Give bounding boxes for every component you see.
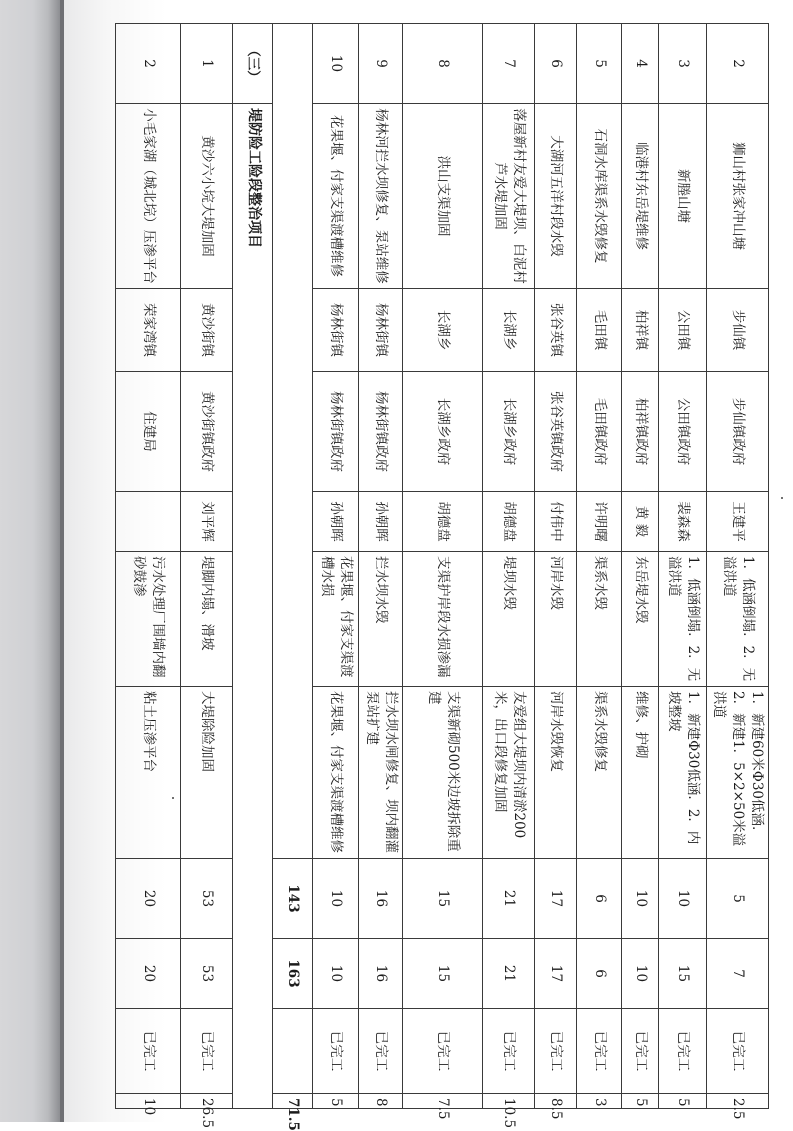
cell-progress: 已完工	[181, 1009, 233, 1094]
cell-completed: 10	[313, 939, 359, 1009]
cell-project: 新塍山塘	[659, 104, 707, 289]
cell-issue: 堤脚内塌、滑坡	[181, 552, 233, 687]
cell-measure: 1．新建60米Φ30低涵．2．新建1．5×2×50米溢洪道	[707, 687, 769, 859]
table-row	[622, 24, 659, 1109]
table-row	[313, 24, 359, 1109]
cell-measure: 河岸水毁恢复	[535, 687, 577, 859]
cell-measure: 花果堰、付家支渠渡槽维修	[313, 687, 359, 859]
cell-investment: 5	[707, 859, 769, 939]
cell-person: 孙朝晖	[359, 492, 403, 552]
scan-speck	[781, 497, 783, 499]
cell-town: 荣家湾镇	[116, 289, 181, 372]
cell-progress: 已完工	[577, 1009, 622, 1094]
cell-note: 8	[359, 1094, 403, 1109]
cell-note: 5	[659, 1094, 707, 1109]
table-row	[577, 24, 622, 1109]
cell-town: 长湖乡	[483, 289, 535, 372]
cell-project: 大湖河五洋村段水毁	[535, 104, 577, 289]
cell-owner: 长湖乡政府	[403, 372, 483, 492]
cell-completed: 21	[483, 939, 535, 1009]
cell-issue: 东岳堤水毁	[622, 552, 659, 687]
cell-town: 柏祥镇	[622, 289, 659, 372]
cell-measure: 大堤除险加固	[181, 687, 233, 859]
cell-project: 石洞水库渠系水毁修复	[577, 104, 622, 289]
cell-project: 黄沙六小垸大堤加固	[181, 104, 233, 289]
cell-no: 6	[535, 24, 577, 104]
cell-note: 5	[622, 1094, 659, 1109]
cell-person: 付伟中	[535, 492, 577, 552]
cell-completed: 15	[659, 939, 707, 1009]
cell-owner: 住建局	[116, 372, 181, 492]
cell-issue: 拦水坝水毁	[359, 552, 403, 687]
cell-no: 1	[181, 24, 233, 104]
book-edge-shadow	[0, 0, 60, 1122]
cell-note	[181, 1094, 233, 1109]
cell-investment: 6	[577, 859, 622, 939]
cell-person: 胡德盘	[483, 492, 535, 552]
cell-person: 许明曙	[577, 492, 622, 552]
table-row	[659, 24, 707, 1109]
cell-progress: 已完工	[403, 1009, 483, 1094]
cell-investment: 10	[622, 859, 659, 939]
table-row	[535, 24, 577, 1109]
cell-completed: 17	[535, 939, 577, 1009]
cell-town: 杨林街镇	[313, 289, 359, 372]
cell-no: 2	[116, 24, 181, 104]
cell-town: 毛田镇	[577, 289, 622, 372]
cell-completed: 6	[577, 939, 622, 1009]
cell-project: 花果堰、付家支渠渡槽维修	[313, 104, 359, 289]
cell-progress: 已完工	[622, 1009, 659, 1094]
cell-investment: 10	[659, 859, 707, 939]
cell-issue: 1．低涵倒塌．2．无溢洪道	[707, 552, 769, 687]
cell-project: 洪山支渠加固	[403, 104, 483, 289]
cell-owner: 毛田镇政府	[577, 372, 622, 492]
cell-town: 黄沙街镇	[181, 289, 233, 372]
cell-investment: 20	[116, 859, 181, 939]
cell-issue: 1．低涵倒塌．2．无溢洪道	[659, 552, 707, 687]
cell-owner: 柏祥镇政府	[622, 372, 659, 492]
cell-owner: 步仙镇政府	[707, 372, 769, 492]
cell-measure: 维修、护砌	[622, 687, 659, 859]
subtotal-blank	[273, 24, 313, 859]
cell-note: 2.5	[707, 1094, 769, 1109]
cell-project: 杨林河拦水坝修复、泵站维修	[359, 104, 403, 289]
cell-note: 5	[313, 1094, 359, 1109]
section-label: （三）	[233, 24, 273, 104]
cell-measure: 粘土压渗平台	[116, 687, 181, 859]
cell-no: 5	[577, 24, 622, 104]
cell-no: 2	[707, 24, 769, 104]
cell-investment: 17	[535, 859, 577, 939]
cell-completed: 7	[707, 939, 769, 1009]
cell-person: 王建平	[707, 492, 769, 552]
subtotal-row	[273, 24, 313, 1109]
cell-issue: 河岸水毁	[535, 552, 577, 687]
cell-person	[116, 492, 181, 552]
cell-measure: 拦水坝水闸修复、坝内翻灌泵站扩建	[359, 687, 403, 859]
cell-completed: 53	[181, 939, 233, 1009]
table-row	[403, 24, 483, 1109]
table-row	[359, 24, 403, 1109]
cell-investment: 53	[181, 859, 233, 939]
cell-no: 8	[403, 24, 483, 104]
cell-completed: 15	[403, 939, 483, 1009]
cell-person: 黄 毅	[622, 492, 659, 552]
table-row	[181, 24, 233, 1109]
cell-no: 7	[483, 24, 535, 104]
cell-issue: 渠系水毁	[577, 552, 622, 687]
cell-progress: 已完工	[659, 1009, 707, 1094]
cell-completed: 10	[622, 939, 659, 1009]
cell-progress: 已完工	[707, 1009, 769, 1094]
table-row	[707, 24, 769, 1109]
cell-person: 胡德盘	[403, 492, 483, 552]
cell-issue: 污水处理厂围墙内翻砂鼓渗	[116, 552, 181, 687]
cell-investment: 10	[313, 859, 359, 939]
cell-town: 长湖乡	[403, 289, 483, 372]
cell-measure: 渠系水毁修复	[577, 687, 622, 859]
cell-progress: 已完工	[483, 1009, 535, 1094]
cell-town: 张谷英镇	[535, 289, 577, 372]
cell-no: 4	[622, 24, 659, 104]
cell-progress: 已完工	[313, 1009, 359, 1094]
cell-completed: 16	[359, 939, 403, 1009]
cell-town: 杨林街镇	[359, 289, 403, 372]
cell-note: 10	[116, 1094, 181, 1109]
project-table-rotated	[131, 23, 769, 1120]
cell-progress: 已完工	[359, 1009, 403, 1094]
cell-project: 小毛家湖（城北垸）压渗平台	[116, 104, 181, 289]
cell-issue: 支渠护岸段水损渗漏	[403, 552, 483, 687]
subtotal-completed: 163	[273, 939, 313, 1009]
cell-note: 7.5	[403, 1094, 483, 1109]
cell-no: 3	[659, 24, 707, 104]
cell-progress: 已完工	[116, 1009, 181, 1094]
cell-issue: 花果堰、付家支渠渡槽水损	[313, 552, 359, 687]
cell-completed: 20	[116, 939, 181, 1009]
cell-investment: 15	[403, 859, 483, 939]
cell-person: 裴森森	[659, 492, 707, 552]
subtotal-progress-blank	[273, 1009, 313, 1094]
cell-investment: 16	[359, 859, 403, 939]
project-table	[115, 23, 769, 1120]
subtotal-note	[273, 1094, 313, 1109]
cell-owner: 杨林街镇政府	[359, 372, 403, 492]
cell-town: 步仙镇	[707, 289, 769, 372]
table-row	[483, 24, 535, 1109]
cell-owner: 长湖乡政府	[483, 372, 535, 492]
cell-owner: 黄沙街镇政府	[181, 372, 233, 492]
cell-progress: 已完工	[535, 1009, 577, 1094]
cell-no: 10	[313, 24, 359, 104]
cell-owner: 张谷英镇政府	[535, 372, 577, 492]
subtotal-investment: 143	[273, 859, 313, 939]
cell-measure: 友爱组大堤坝内清淤200米，出口段修复加固	[483, 687, 535, 859]
cell-measure: 1．新建Φ30低涵．2．内坡整坡	[659, 687, 707, 859]
table-row	[116, 24, 181, 1109]
cell-issue: 堤坝水毁	[483, 552, 535, 687]
cell-owner: 杨林街镇政府	[313, 372, 359, 492]
section-header-row	[233, 24, 273, 1109]
cell-note: 8.5	[535, 1094, 577, 1109]
cell-investment: 21	[483, 859, 535, 939]
cell-person: 刘平辉	[181, 492, 233, 552]
cell-project: 狮山村张家冲山塘	[707, 104, 769, 289]
cell-note: 3	[577, 1094, 622, 1109]
cell-measure: 支渠新砌500米边坡拆除重建	[403, 687, 483, 859]
cell-project: 临港村东岳堤维修	[622, 104, 659, 289]
cell-town: 公田镇	[659, 289, 707, 372]
cell-note	[483, 1094, 535, 1109]
cell-no: 9	[359, 24, 403, 104]
cell-project: 落屋新村友爱大堤坝、白泥村芦水堤加固	[483, 104, 535, 289]
cell-owner: 公田镇政府	[659, 372, 707, 492]
section-title: 堤防险工险段整治项目	[233, 104, 273, 1109]
cell-person: 孙朝晖	[313, 492, 359, 552]
